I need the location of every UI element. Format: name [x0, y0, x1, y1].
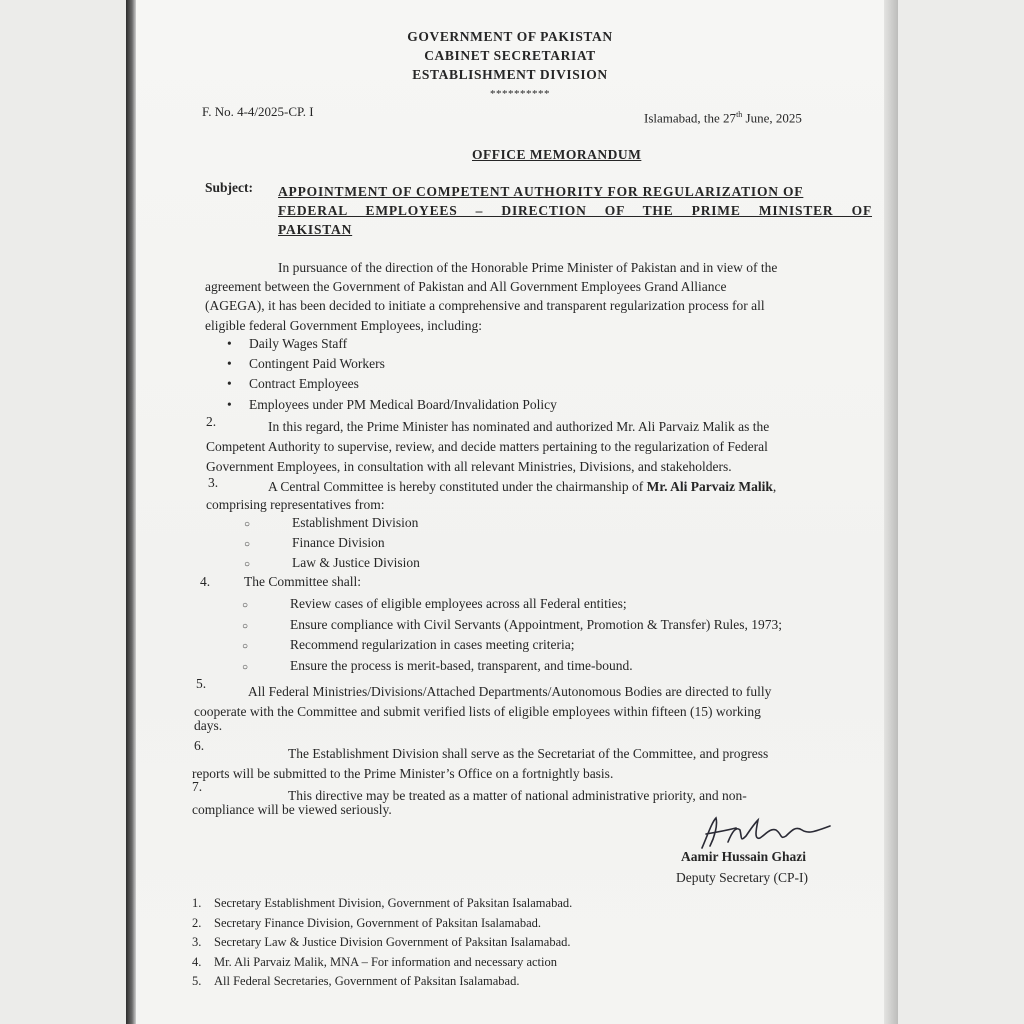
subject-line-3: PAKISTAN [278, 222, 353, 237]
para5-line-2: cooperate with the Committee and submit verified lists of eligible employees within fifteen (15) working [194, 704, 761, 719]
para2-line-1: In this regard, the Prime Minister has nominated and authorized Mr. Ali Parvaiz Malik as the [268, 419, 770, 434]
para7-line-2: compliance will be viewed seriously. [192, 802, 392, 817]
para5-number: 5. [196, 676, 207, 691]
employee-type-item: • Contract Employees [227, 376, 359, 391]
para6-line-2: reports will be submitted to the Prime Minister’s Office on a fortnightly basis. [192, 766, 614, 781]
memo-title: OFFICE MEMORANDUM [472, 147, 642, 162]
photo-edge-left [126, 0, 136, 1024]
distribution-item: 4. Mr. Ali Parvaiz Malik, MNA – For information and necessary action [192, 955, 557, 969]
para5-line-3: days. [194, 718, 223, 733]
para7-line-1: This directive may be treated as a matter of national administrative priority, and non- [288, 788, 747, 803]
signatory-designation: Deputy Secretary (CP-I) [676, 870, 808, 885]
para1-line-4: eligible federal Government Employees, including: [205, 318, 483, 333]
committee-member-item: ○ Law & Justice Division [244, 555, 420, 570]
committee-member-item: ○ Establishment Division [244, 515, 419, 530]
subject-label: Subject: [205, 180, 253, 195]
committee-duty-item: ○ Review cases of eligible employees across all Federal entities; [242, 596, 627, 611]
para3-number: 3. [208, 475, 219, 490]
para5-line-1: All Federal Ministries/Divisions/Attached Departments/Autonomous Bodies are directed to fully [248, 684, 772, 699]
para2-line-3: Government Employees, in consultation with all relevant Ministries, Divisions, and stakeholders. [206, 459, 732, 474]
subject-line-2: FEDERAL EMPLOYEES – DIRECTION OF THE PRIME MINISTER OF [278, 203, 873, 218]
distribution-item: 2. Secretary Finance Division, Government of Paksitan Isalamabad. [192, 916, 541, 930]
handwritten-signature [684, 812, 834, 854]
memo-page [136, 0, 884, 1024]
header-division: ESTABLISHMENT DIVISION [412, 67, 608, 82]
header-stars: ********** [490, 88, 550, 100]
para1-line-1: In pursuance of the direction of the Honorable Prime Minister of Pakistan and in view of the [278, 260, 778, 275]
photo-edge-right [884, 0, 898, 1024]
employee-type-item: • Daily Wages Staff [227, 336, 348, 351]
para3-line-2: comprising representatives from: [206, 497, 385, 512]
employee-type-item: • Employees under PM Medical Board/Invalidation Policy [227, 397, 557, 412]
committee-duty-item: ○ Recommend regularization in cases meeting criteria; [242, 637, 575, 652]
para6-line-1: The Establishment Division shall serve as the Secretariat of the Committee, and progress [288, 746, 769, 761]
committee-duty-item: ○ Ensure compliance with Civil Servants (Appointment, Promotion & Transfer) Rules, 1973; [242, 617, 782, 632]
para6-number: 6. [194, 738, 205, 753]
memo-date: Islamabad, the 27th June, 2025 [644, 110, 802, 126]
para1-line-3: (AGEGA), it has been decided to initiate a comprehensive and transparent regularization process for all [205, 298, 765, 313]
subject-line-1: APPOINTMENT OF COMPETENT AUTHORITY FOR REGULARIZATION OF [278, 184, 804, 199]
para4-text: The Committee shall: [244, 574, 361, 589]
employee-type-item: • Contingent Paid Workers [227, 356, 385, 371]
para2-line-2: Competent Authority to supervise, review, and decide matters pertaining to the regularization of Federal [206, 439, 768, 454]
para2-number: 2. [206, 414, 217, 429]
signatory-name: Aamir Hussain Ghazi [681, 849, 807, 864]
para4-number: 4. [200, 574, 211, 589]
header-government: GOVERNMENT OF PAKISTAN [407, 29, 613, 44]
distribution-item: 3. Secretary Law & Justice Division Government of Paksitan Isalamabad. [192, 935, 571, 949]
header-cabinet: CABINET SECRETARIAT [424, 48, 596, 63]
para7-number: 7. [192, 779, 203, 794]
distribution-item: 5. All Federal Secretaries, Government of Paksitan Isalamabad. [192, 974, 520, 988]
distribution-item: 1. Secretary Establishment Division, Government of Paksitan Isalamabad. [192, 896, 573, 910]
file-number: F. No. 4-4/2025-CP. I [202, 104, 314, 119]
committee-duty-item: ○ Ensure the process is merit-based, transparent, and time-bound. [242, 658, 633, 673]
para1-line-2: agreement between the Government of Pakistan and All Government Employees Grand Alliance [205, 279, 727, 294]
para3-line-1: A Central Committee is hereby constituted under the chairmanship of Mr. Ali Parvaiz Malik, [268, 479, 777, 494]
committee-member-item: ○ Finance Division [244, 535, 385, 550]
